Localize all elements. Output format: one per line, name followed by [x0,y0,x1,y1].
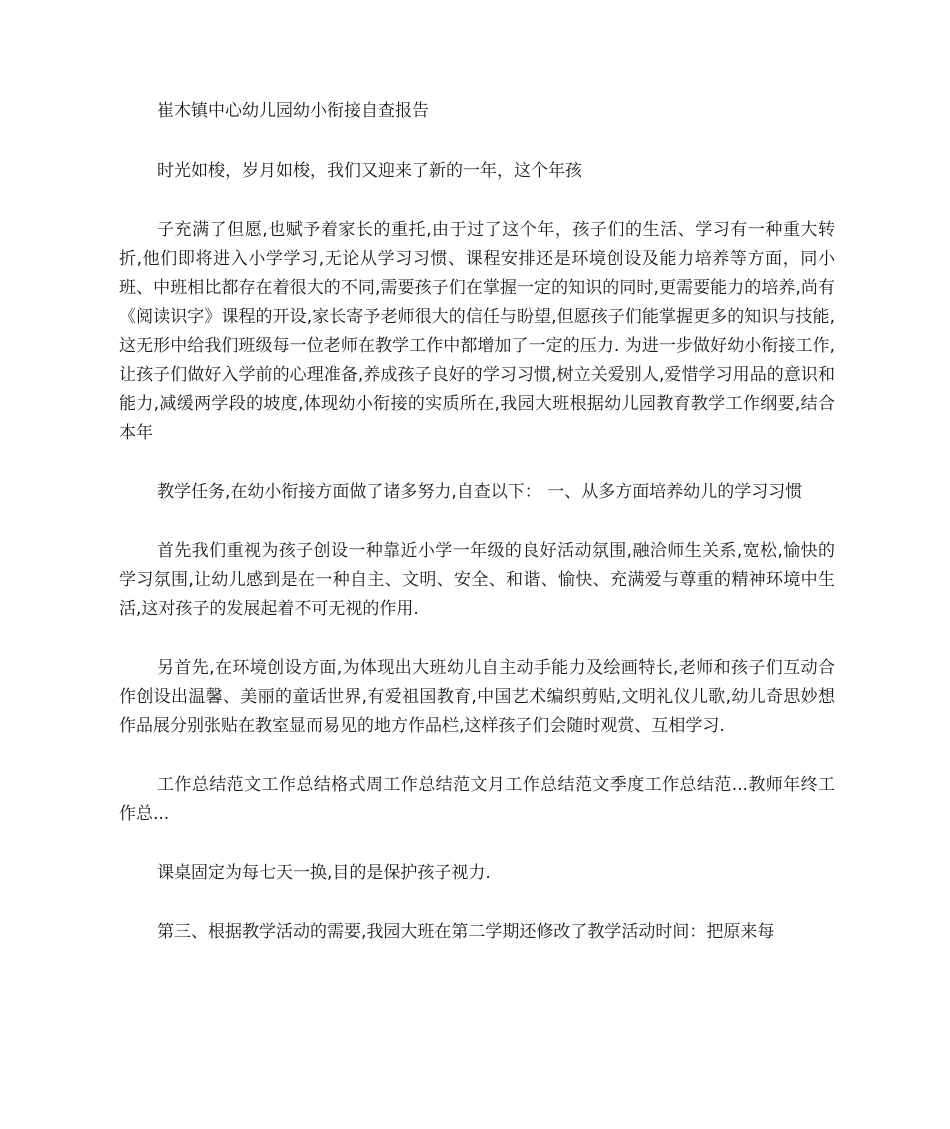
paragraph-intro: 时光如梭，岁月如梭，我们又迎来了新的一年，这个年孩 [157,161,582,181]
paragraph-atmosphere: 首先我们重视为孩子创设一种靠近小学一年级的良好活动氛围,融洽师生关系,宽松,愉快的学习氛围,让幼儿感到是在一种自主、文明、安全、和谐、愉快、充满爱与尊重的精神环境中生活,这对孩子的发展起着不可无视的作用. [119,541,835,619]
paragraph-background: 子充满了但愿,也赋予着家长的重托,由于过了这个年，孩子们的生活、学习有一种重大转折,他们即将进入小学学习,无论从学习习惯、课程安排还是环境创设及能力培养等方面，同小班、中班相比都存在着很大的不同,需要孩子们在掌握一定的知识的同时,更需要能力的培养,尚有《阅读识字》课程的开设,家长寄予老师很大的信任与盼望,但愿孩子们能掌握更多的知识与技能,这无形中给我们班级每一位老师在教学工作中都增加了一定的压力. 为进一步做好幼小衔接工作,让孩子们做好入学前的心理准备,养成孩子良好的学习习惯,树立关爱别人,爱惜学习用品的意识和能力,减缓两学段的坡度,体现幼小衔接的实质所在,我园大班根据幼儿园教育教学工作纲要,结合本年 [119,220,835,443]
paragraph-environment: 另首先,在环境创设方面,为体现出大班幼儿自主动手能力及绘画特长,老师和孩子们互动合作创设出温馨、美丽的童话世界,有爱祖国教育,中国艺术编织剪贴,文明礼仪儿歌,幼儿奇思妙想作品展分别张贴在教室显而易见的地方作品栏,这样孩子们会随时观赏、互相学习. [119,658,835,736]
paragraph-desks: 课桌固定为每七天一换,目的是保护孩子视力. [157,863,491,883]
paragraph-third: 第三、根据教学活动的需要,我园大班在第二学期还修改了教学活动时间：把原来每 [157,922,775,942]
document-title: 崔木镇中心幼儿园幼小衔接自查报告 [157,101,429,121]
paragraph-summary-links: 工作总结范文工作总结格式周工作总结范文月工作总结范文季度工作总结范...教师年终工作总... [119,775,835,824]
paragraph-tasks: 教学任务,在幼小衔接方面做了诸多努力,自查以下： 一、从多方面培养幼儿的学习习惯 [157,482,803,502]
